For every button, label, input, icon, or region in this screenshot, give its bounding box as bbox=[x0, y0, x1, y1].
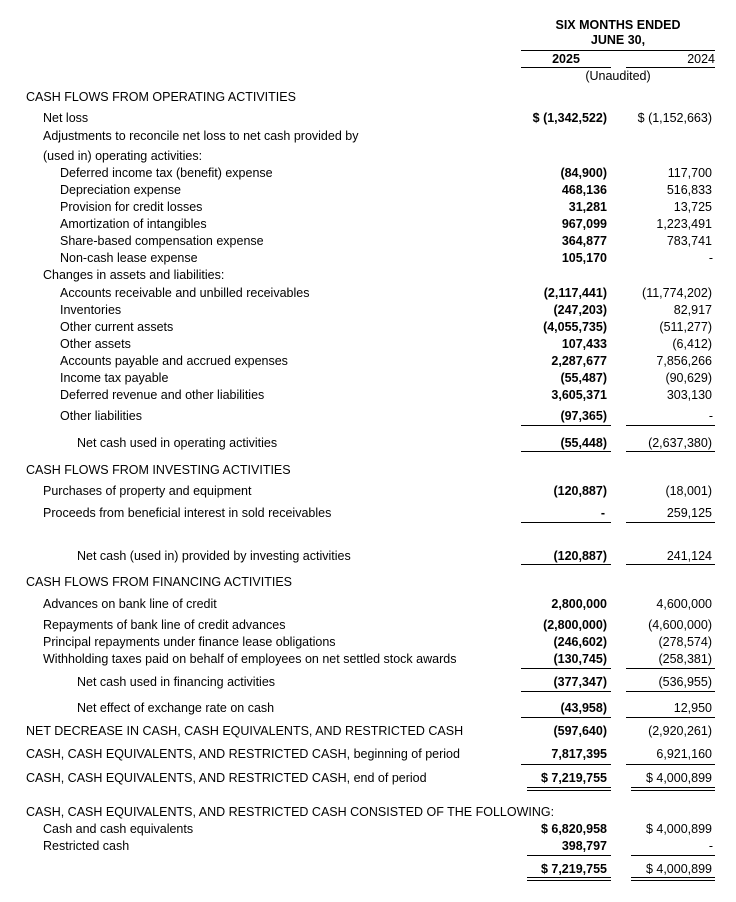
row-label: Deferred revenue and other liabilities bbox=[60, 388, 265, 402]
year-current: 2025 bbox=[552, 52, 580, 66]
value-2024: 4,600,000 bbox=[656, 597, 712, 611]
change-row bbox=[0, 336, 736, 352]
unaudited-note: (Unaudited) bbox=[585, 69, 651, 83]
row-label: CASH, CASH EQUIVALENTS, AND RESTRICTED CASH, end of period bbox=[26, 771, 427, 785]
principal-row bbox=[0, 634, 736, 650]
other-liabilities-row bbox=[0, 408, 736, 424]
value-2025: 2,800,000 bbox=[551, 597, 607, 611]
investing-heading bbox=[0, 462, 736, 478]
row-label: Depreciation expense bbox=[60, 183, 181, 197]
proceeds-row bbox=[0, 505, 736, 521]
total-underline-2025 bbox=[521, 564, 611, 565]
row-label: Repayments of bank line of credit advances bbox=[43, 618, 286, 632]
year-prior-underline bbox=[626, 67, 715, 68]
value-2025: (377,347) bbox=[553, 675, 607, 689]
subtotal-underline-2024 bbox=[626, 764, 715, 765]
value-2024: (4,600,000) bbox=[648, 618, 712, 632]
row-label: Accounts receivable and unbilled receivables bbox=[60, 286, 310, 300]
value-2025: $ 7,219,755 bbox=[540, 771, 607, 785]
value-2025: (247,203) bbox=[553, 303, 607, 317]
value-2025: (84,900) bbox=[560, 166, 607, 180]
value-2025: $ (1,342,522) bbox=[532, 111, 607, 125]
subtotal-underline-2025 bbox=[521, 425, 611, 426]
ending-row bbox=[0, 770, 736, 786]
value-2025: 364,877 bbox=[561, 234, 607, 248]
value-2025: (55,487) bbox=[560, 371, 607, 385]
cash-row bbox=[0, 821, 736, 837]
change-row bbox=[0, 387, 736, 403]
row-label: Net loss bbox=[43, 111, 89, 125]
repayments-row bbox=[0, 617, 736, 633]
value-2024: $ 4,000,899 bbox=[645, 862, 712, 876]
value-2025: 2,287,677 bbox=[551, 354, 607, 368]
double-underline-2024 bbox=[631, 877, 715, 881]
double-underline-2025 bbox=[527, 787, 611, 791]
subtotal-underline-2024 bbox=[631, 855, 715, 856]
row-label: Income tax payable bbox=[60, 371, 169, 385]
section-heading: CASH, CASH EQUIVALENTS, AND RESTRICTED CASH CONSISTED OF THE FOLLOWING: bbox=[26, 805, 555, 819]
value-2024: (90,629) bbox=[665, 371, 712, 385]
value-2024: 259,125 bbox=[666, 506, 712, 520]
total-underline-2025 bbox=[521, 691, 611, 692]
subtotal-underline-2025 bbox=[521, 522, 611, 523]
row-label: Changes in assets and liabilities: bbox=[43, 268, 225, 282]
value-2024: (6,412) bbox=[672, 337, 712, 351]
net-investing-row bbox=[0, 548, 736, 564]
purchases-row bbox=[0, 483, 736, 499]
value-2025: 7,817,395 bbox=[551, 747, 607, 761]
row-label: Net effect of exchange rate on cash bbox=[77, 701, 275, 715]
row-label: Adjustments to reconcile net loss to net cash provided by bbox=[43, 129, 359, 143]
value-2024: (18,001) bbox=[665, 484, 712, 498]
row-label: Net cash (used in) provided by investing activities bbox=[77, 549, 351, 563]
subtotal-underline-2024 bbox=[626, 668, 715, 669]
value-2025: (246,602) bbox=[553, 635, 607, 649]
row-label: Other liabilities bbox=[60, 409, 142, 423]
value-2025: (97,365) bbox=[560, 409, 607, 423]
value-2025: (120,887) bbox=[553, 484, 607, 498]
value-2024: 783,741 bbox=[666, 234, 712, 248]
value-2025: 31,281 bbox=[568, 200, 607, 214]
value-2025: (2,800,000) bbox=[543, 618, 607, 632]
period-title: SIX MONTHS ENDED bbox=[555, 18, 681, 32]
advances-row bbox=[0, 596, 736, 612]
total-underline-2024 bbox=[626, 564, 715, 565]
value-2024: $ (1,152,663) bbox=[637, 111, 712, 125]
double-underline-2024 bbox=[631, 787, 715, 791]
row-label: Deferred income tax (benefit) expense bbox=[60, 166, 273, 180]
adjustments-label-2 bbox=[0, 148, 736, 164]
total-underline-2025 bbox=[521, 451, 611, 452]
period-header bbox=[520, 18, 716, 48]
adjustment-row bbox=[0, 182, 736, 198]
row-label: Principal repayments under finance lease obligations bbox=[43, 635, 336, 649]
row-label: Cash and cash equivalents bbox=[43, 822, 194, 836]
value-2024: (11,774,202) bbox=[642, 286, 712, 300]
financing-heading bbox=[0, 574, 736, 590]
value-2025: $ 7,219,755 bbox=[540, 862, 607, 876]
row-label: Other current assets bbox=[60, 320, 174, 334]
year-prior: 2024 bbox=[687, 52, 715, 66]
value-2025: (55,448) bbox=[560, 436, 607, 450]
composition-total-row bbox=[0, 861, 736, 877]
row-label: Proceeds from beneficial interest in sold receivables bbox=[43, 506, 332, 520]
row-label: NET DECREASE IN CASH, CASH EQUIVALENTS, AND RESTRICTED CASH bbox=[26, 724, 464, 738]
row-label: Share-based compensation expense bbox=[60, 234, 264, 248]
subtotal-underline-2025 bbox=[521, 717, 611, 718]
value-2025: 107,433 bbox=[561, 337, 607, 351]
value-2024: 1,223,491 bbox=[656, 217, 712, 231]
net-financing-row bbox=[0, 674, 736, 690]
net-loss-row bbox=[0, 110, 736, 126]
value-2025: 3,605,371 bbox=[551, 388, 607, 402]
row-label: Purchases of property and equipment bbox=[43, 484, 252, 498]
value-2025: $ 6,820,958 bbox=[540, 822, 607, 836]
adjustment-row bbox=[0, 199, 736, 215]
value-2025: - bbox=[600, 506, 605, 520]
value-2025: (4,055,735) bbox=[543, 320, 607, 334]
value-2024: 303,130 bbox=[666, 388, 712, 402]
adjustment-row bbox=[0, 165, 736, 181]
net-decrease-row bbox=[0, 723, 736, 739]
subtotal-underline-2025 bbox=[521, 764, 611, 765]
value-2025: (597,640) bbox=[553, 724, 607, 738]
adjustment-row bbox=[0, 233, 736, 249]
value-2025: (120,887) bbox=[553, 549, 607, 563]
value-2024: 241,124 bbox=[666, 549, 712, 563]
change-row bbox=[0, 370, 736, 386]
value-2024: 117,700 bbox=[667, 166, 712, 180]
beginning-row bbox=[0, 746, 736, 762]
row-label: Withholding taxes paid on behalf of employees on net settled stock awards bbox=[43, 652, 457, 666]
row-label: CASH, CASH EQUIVALENTS, AND RESTRICTED CASH, beginning of period bbox=[26, 747, 460, 761]
period-underline bbox=[521, 50, 715, 51]
value-2025: 468,136 bbox=[561, 183, 607, 197]
change-row bbox=[0, 285, 736, 301]
value-2024: - bbox=[708, 839, 713, 853]
withholding-row bbox=[0, 651, 736, 667]
adjustments-label-1 bbox=[0, 128, 736, 144]
subtotal-underline-2025 bbox=[527, 855, 611, 856]
operating-heading bbox=[0, 89, 736, 105]
row-label: Provision for credit losses bbox=[60, 200, 203, 214]
value-2024: 7,856,266 bbox=[656, 354, 712, 368]
value-2025: 967,099 bbox=[561, 217, 607, 231]
composition-heading bbox=[0, 804, 736, 820]
subtotal-underline-2024 bbox=[626, 717, 715, 718]
value-2024: (2,637,380) bbox=[648, 436, 712, 450]
value-2025: 398,797 bbox=[561, 839, 607, 853]
row-label: (used in) operating activities: bbox=[43, 149, 203, 163]
changes-label-row bbox=[0, 267, 736, 283]
value-2024: 82,917 bbox=[673, 303, 712, 317]
net-operating-row bbox=[0, 435, 736, 451]
value-2024: 516,833 bbox=[666, 183, 712, 197]
value-2024: 6,921,160 bbox=[656, 747, 712, 761]
value-2025: 105,170 bbox=[561, 251, 607, 265]
value-2024: 13,725 bbox=[673, 200, 712, 214]
value-2024: (536,955) bbox=[658, 675, 712, 689]
value-2024: $ 4,000,899 bbox=[645, 822, 712, 836]
change-row bbox=[0, 353, 736, 369]
section-heading: CASH FLOWS FROM INVESTING ACTIVITIES bbox=[26, 463, 291, 477]
fx-row bbox=[0, 700, 736, 716]
row-label: Net cash used in financing activities bbox=[77, 675, 276, 689]
total-underline-2024 bbox=[626, 451, 715, 452]
restricted-cash-row bbox=[0, 838, 736, 854]
total-underline-2024 bbox=[626, 691, 715, 692]
subtotal-underline-2024 bbox=[626, 425, 715, 426]
value-2025: (130,745) bbox=[553, 652, 607, 666]
value-2024: (2,920,261) bbox=[648, 724, 712, 738]
section-heading: CASH FLOWS FROM FINANCING ACTIVITIES bbox=[26, 575, 292, 589]
subtotal-underline-2024 bbox=[626, 522, 715, 523]
value-2025: (43,958) bbox=[560, 701, 607, 715]
adjustment-row bbox=[0, 216, 736, 232]
change-row bbox=[0, 319, 736, 335]
section-heading: CASH FLOWS FROM OPERATING ACTIVITIES bbox=[26, 90, 296, 104]
subtotal-underline-2025 bbox=[521, 668, 611, 669]
year-current-underline bbox=[521, 67, 611, 68]
row-label: Restricted cash bbox=[43, 839, 130, 853]
row-label: Inventories bbox=[60, 303, 122, 317]
row-label: Other assets bbox=[60, 337, 131, 351]
value-2024: (278,574) bbox=[658, 635, 712, 649]
row-label: Net cash used in operating activities bbox=[77, 436, 278, 450]
row-label: Advances on bank line of credit bbox=[43, 597, 217, 611]
period-date: JUNE 30, bbox=[590, 33, 646, 47]
row-label: Amortization of intangibles bbox=[60, 217, 207, 231]
value-2024: - bbox=[708, 409, 713, 423]
value-2025: (2,117,441) bbox=[543, 286, 607, 300]
adjustment-row bbox=[0, 250, 736, 266]
double-underline-2025 bbox=[527, 877, 611, 881]
row-label: Accounts payable and accrued expenses bbox=[60, 354, 288, 368]
value-2024: 12,950 bbox=[673, 701, 712, 715]
change-row bbox=[0, 302, 736, 318]
value-2024: $ 4,000,899 bbox=[645, 771, 712, 785]
value-2024: (258,381) bbox=[658, 652, 712, 666]
row-label: Non-cash lease expense bbox=[60, 251, 198, 265]
value-2024: (511,277) bbox=[659, 320, 712, 334]
value-2024: - bbox=[708, 251, 713, 265]
